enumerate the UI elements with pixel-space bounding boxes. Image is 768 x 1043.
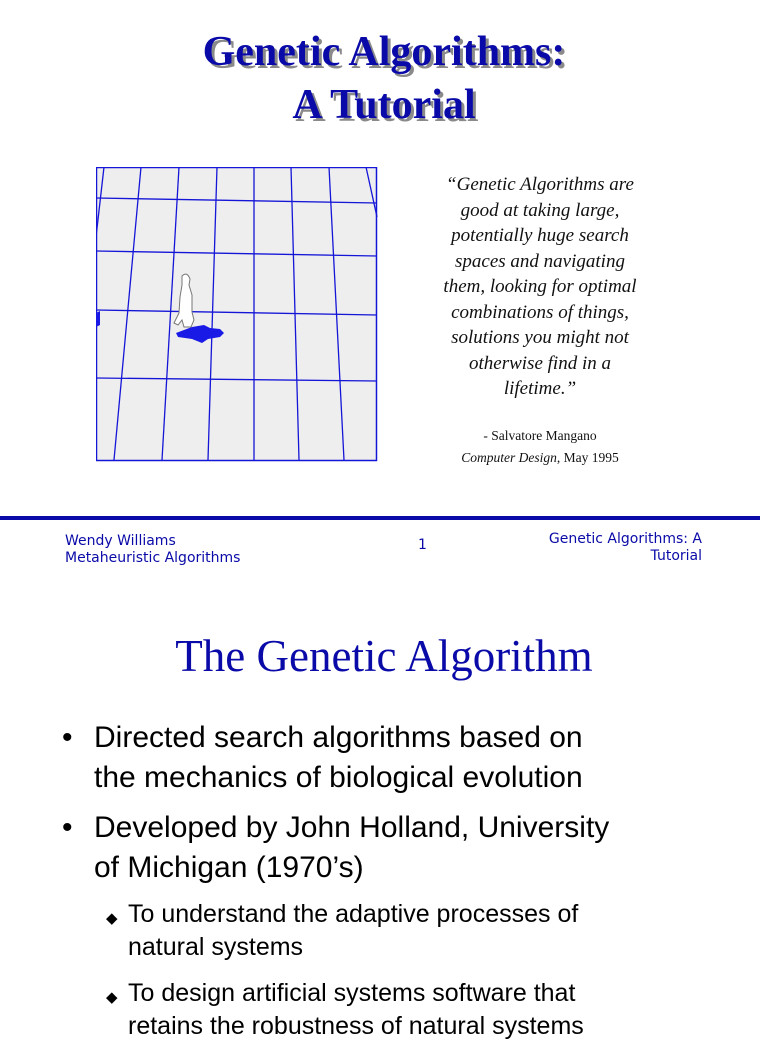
search-space-grid-figure — [96, 167, 378, 462]
quote-line: lifetime.” — [503, 378, 577, 399]
footer-divider — [0, 516, 760, 520]
bullet-item — [62, 718, 583, 798]
quote-line: combinations of things, — [451, 301, 629, 323]
bullet-item — [62, 808, 609, 888]
quote-line: spaces and navigating — [455, 250, 625, 272]
source-date: , May 1995 — [556, 450, 619, 465]
footer-course-name: Metaheuristic Algorithms — [65, 550, 241, 566]
bullet-dot-icon: • — [62, 721, 73, 754]
slide2-title: The Genetic Algorithm — [175, 631, 593, 681]
edge-shadow-mark — [96, 311, 100, 327]
bullet-line: Developed by John Holland, University — [94, 811, 610, 844]
footer-title-line2: Tutorial — [650, 548, 702, 564]
diamond-bullet-icon: ◆ — [106, 989, 118, 1006]
sub-bullet-line: To design artificial systems software that — [128, 979, 576, 1007]
sub-bullet-line: natural systems — [128, 933, 304, 961]
source-publication: Computer Design — [461, 450, 557, 465]
footer-author-name: Wendy Williams — [65, 533, 176, 549]
diamond-bullet-icon: ◆ — [106, 910, 118, 927]
quote-line: solutions you might not — [451, 327, 629, 348]
quote-line: otherwise find in a — [469, 352, 611, 374]
quote-line: “Genetic Algorithms are — [446, 174, 634, 195]
footer-presentation-title — [500, 531, 702, 565]
footer-title-line1: Genetic Algorithms: A — [548, 531, 702, 547]
quote-attribution-author: - Salvatore Mangano — [483, 428, 597, 443]
slide-title-line2: A Tutorial — [292, 82, 476, 128]
footer-author — [65, 533, 240, 567]
quote-attribution-source — [440, 450, 640, 466]
bullet-line: Directed search algorithms based on — [94, 721, 583, 754]
sub-bullet-item — [106, 898, 578, 964]
bullet-line: of Michigan (1970’s) — [94, 851, 364, 884]
sub-bullet-line: retains the robustness of natural systems — [128, 1012, 584, 1040]
bullet-line: the mechanics of biological evolution — [94, 761, 583, 794]
quote-line: potentially huge search — [451, 225, 629, 246]
footer-page-number: 1 — [418, 537, 427, 553]
bullet-dot-icon: • — [62, 811, 73, 844]
sub-bullet-item — [106, 977, 584, 1043]
quote-line: them, looking for optimal — [443, 276, 637, 297]
slide-title-line1: Genetic Algorithms: — [202, 29, 566, 75]
sub-bullet-line: To understand the adaptive processes of — [128, 900, 579, 928]
quote-line: good at taking large, — [460, 199, 620, 221]
quote-block — [440, 172, 640, 402]
